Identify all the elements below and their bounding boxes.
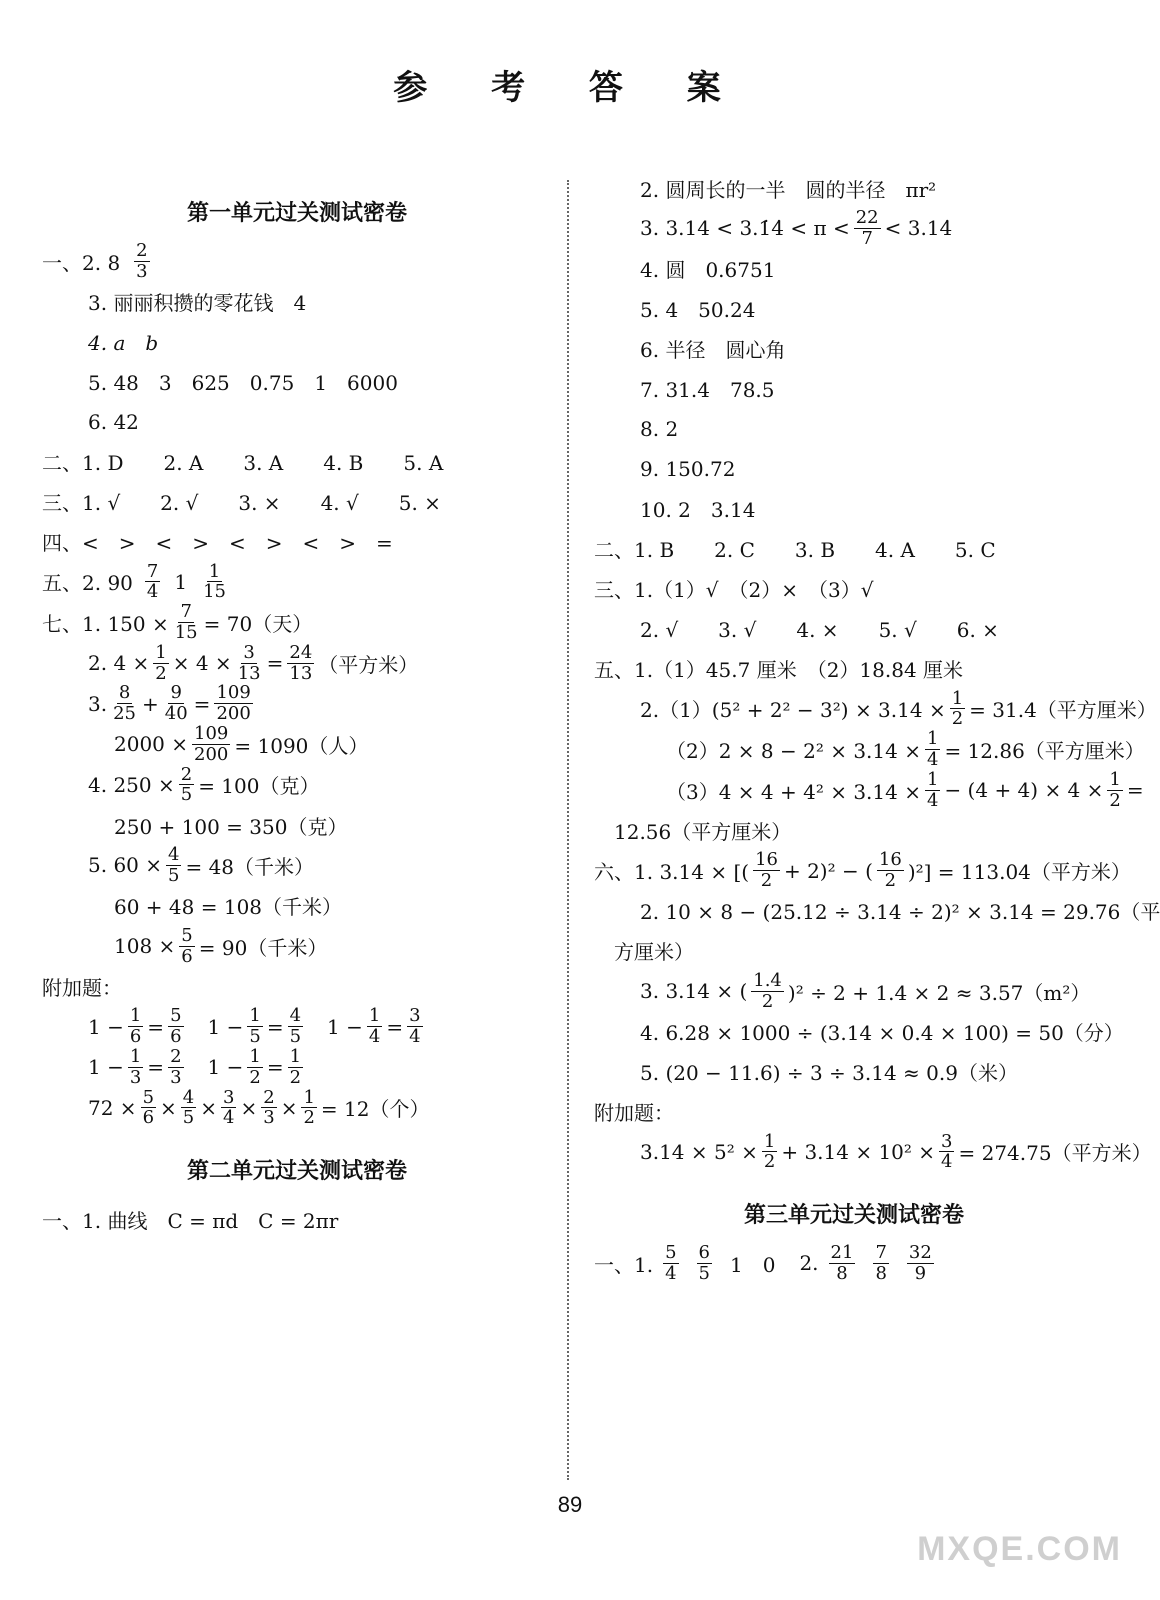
answer-text: 1 − <box>88 1014 124 1039</box>
answer-text: 4. a b <box>88 331 159 356</box>
answer-text: + 2)² − ( <box>783 858 873 883</box>
fraction: $\frac{24}{13}$ <box>289 641 313 684</box>
answer-text: × <box>280 1095 298 1120</box>
answer-text: （2）2 × 8 − 2² × 3.14 × <box>666 738 921 763</box>
answer-line <box>594 449 1114 489</box>
answer-text: 五、1.（1）45.7 厘米 （2）18.84 厘米 <box>594 658 964 683</box>
answer-line <box>594 649 1114 689</box>
fraction: $\frac{1}{2}$ <box>155 641 167 684</box>
extra-label: 附加题： <box>42 975 122 1000</box>
answer-text: = 1090（人） <box>234 733 369 758</box>
answer-line <box>594 931 1114 971</box>
answer-line <box>42 442 552 482</box>
answer-text: 七、1. 150 × <box>42 611 169 636</box>
fraction: $\frac{6}{5}$ <box>698 1242 710 1284</box>
fraction: $\frac{109}{200}$ <box>194 722 229 765</box>
answer-text: = <box>147 1055 165 1080</box>
answer-text: 6. 42 <box>88 409 139 434</box>
answer-text: 4. 6.28 × 1000 ÷ (3.14 × 0.4 × 100) = 50（分） <box>640 1021 1124 1046</box>
answer-line <box>42 1088 552 1129</box>
fraction: $\frac{1}{3}$ <box>129 1045 142 1088</box>
answer-line <box>42 402 552 442</box>
answer-line <box>42 765 552 806</box>
fraction: $\frac{8}{25}$ <box>113 682 136 725</box>
answer-line <box>594 249 1114 289</box>
answer-text: 一、1. <box>594 1252 654 1277</box>
answer-line <box>42 522 552 562</box>
answer-text: 六、1. 3.14 × [( <box>594 860 750 885</box>
fraction: $\frac{3}{4}$ <box>223 1086 235 1129</box>
answer-text: 9. 150.72 <box>640 456 736 481</box>
answer-text: 5. 4 50.24 <box>640 298 756 323</box>
answer-text: 1 − <box>207 1014 244 1039</box>
answer-text: 3. 3.14 × ( <box>640 979 748 1004</box>
answer-text: 72 × <box>88 1095 137 1120</box>
answer-line <box>42 322 552 362</box>
answer-text: 10. 2 3.14 <box>640 498 756 523</box>
answer-text: 5. (20 − 11.6) ÷ 3 ÷ 3.14 ≈ 0.9（米） <box>640 1061 1018 1086</box>
answer-text: 4. 圆 0.6751 <box>640 258 776 283</box>
answer-line <box>42 282 552 322</box>
fraction: $\frac{5}{6}$ <box>170 1005 182 1048</box>
answer-text: 1 0 <box>730 1252 776 1277</box>
answer-text: 3. 3.14 < 3.1̇4̇ < π < <box>640 216 850 241</box>
fraction: $\frac{1}{5}$ <box>249 1005 261 1048</box>
answer-line <box>594 208 1114 249</box>
fraction: $\frac{1}{2}$ <box>951 687 964 730</box>
answer-text: 二、1. D 2. A 3. A 4. B 5. A <box>42 451 444 476</box>
answer-text: 一、1. 曲线 C = πd C = 2πr <box>42 1208 339 1233</box>
answer-text: 2. 10 × 8 − (25.12 ÷ 3.14 ÷ 2)² × 3.14 = 29.76（平 <box>640 900 1160 925</box>
answer-text: = 12（个） <box>320 1097 430 1122</box>
fraction: $\frac{22}{7}$ <box>855 207 879 249</box>
answer-text: 2. √ 3. √ 4. × 5. √ 6. × <box>640 618 999 643</box>
answer-line <box>42 562 552 603</box>
unit1-heading: 第一单元过关测试密卷 <box>186 200 407 226</box>
answer-text: 1 − <box>327 1014 363 1039</box>
fraction: $\frac{4}{5}$ <box>289 1005 302 1048</box>
answer-line <box>42 1006 552 1047</box>
answer-line <box>42 966 552 1006</box>
fraction: $\frac{1}{4}$ <box>926 728 939 770</box>
fraction: $\frac{1}{6}$ <box>129 1005 142 1048</box>
fraction: $\frac{16}{2}$ <box>755 849 778 892</box>
answer-line <box>42 805 552 845</box>
answer-text: 250 + 100 = 350（克） <box>114 814 348 839</box>
fraction: $\frac{9}{40}$ <box>164 682 188 725</box>
fraction: $\frac{4}{5}$ <box>168 844 180 886</box>
fraction: $\frac{109}{200}$ <box>216 682 251 725</box>
answer-line <box>594 409 1114 449</box>
fraction: $\frac{2}{3}$ <box>263 1086 275 1129</box>
answer-text: = 274.75（平方米） <box>958 1141 1152 1166</box>
answer-line <box>594 289 1114 329</box>
right-column <box>594 168 1160 1284</box>
answer-line <box>42 683 552 724</box>
fraction: $\frac{5}{6}$ <box>142 1086 155 1129</box>
answer-line <box>42 482 552 522</box>
answer-text: + 3.14 × 10² × <box>781 1139 936 1164</box>
answer-line <box>594 569 1114 609</box>
answer-text: （平方米） <box>318 652 419 677</box>
answer-line <box>594 768 1144 811</box>
fraction: $\frac{1}{15}$ <box>203 560 226 603</box>
answer-text: 1 − <box>88 1055 124 1080</box>
answer-line <box>594 810 1114 850</box>
answer-text: = 90（千米） <box>198 935 328 960</box>
answer-text: 1 <box>174 569 188 594</box>
answer-line <box>594 1130 1152 1173</box>
answer-text: 60 + 48 = 108（千米） <box>114 895 343 920</box>
answer-text: 1 − <box>207 1055 244 1080</box>
answer-line <box>42 362 552 402</box>
answer-text: = <box>386 1014 404 1039</box>
answer-text: = 70（天） <box>203 611 313 636</box>
answer-text: = 100（克） <box>198 774 320 799</box>
answer-line <box>594 849 1131 892</box>
fraction: $\frac{21}{8}$ <box>830 1242 854 1284</box>
answer-line <box>594 728 1145 770</box>
answer-line <box>42 602 552 643</box>
answer-line <box>594 891 1160 931</box>
fraction: $\frac{3}{13}$ <box>237 641 261 684</box>
answer-line <box>594 489 1114 529</box>
answer-line <box>42 845 552 886</box>
fraction: $\frac{5}{4}$ <box>665 1242 677 1284</box>
fraction: $\frac{1}{4}$ <box>368 1005 381 1048</box>
fraction: $\frac{3}{4}$ <box>409 1005 421 1048</box>
answer-line <box>42 886 552 926</box>
answer-text: 2000 × <box>114 732 189 757</box>
fraction: $\frac{7}{8}$ <box>875 1242 887 1284</box>
fraction: $\frac{7}{4}$ <box>146 560 159 603</box>
answer-line <box>594 687 1157 730</box>
answer-text: 108 × <box>114 934 176 959</box>
answer-text: = <box>266 651 284 676</box>
fraction: $\frac{32}{9}$ <box>908 1242 932 1284</box>
answer-line <box>42 926 552 967</box>
column-divider <box>567 180 569 1480</box>
fraction: $\frac{1}{2}$ <box>763 1130 776 1173</box>
answer-line <box>594 329 1114 369</box>
fraction: $\frac{2}{3}$ <box>136 240 148 282</box>
answer-text: = 31.4（平方厘米） <box>969 698 1157 723</box>
answer-text: 3. <box>88 691 108 716</box>
page-number: 89 <box>557 1492 583 1517</box>
answer-text: 5. 60 × <box>88 853 163 878</box>
answer-line <box>594 1092 1114 1132</box>
fraction: $\frac{1}{2}$ <box>303 1086 315 1129</box>
answer-text: × <box>160 1095 177 1120</box>
fraction: $\frac{1}{2}$ <box>289 1045 302 1088</box>
answer-text: 4. 250 × <box>88 772 175 797</box>
answer-text: = 12.86（平方厘米） <box>944 738 1145 763</box>
answer-text: 四、< > < > < > < > = <box>42 531 393 556</box>
answer-text: 3. 丽丽积攒的零花钱 4 <box>88 291 307 316</box>
answer-text: 6. 半径 圆心角 <box>640 338 786 363</box>
watermark-logo: MXQE.COM <box>917 1530 1122 1568</box>
answer-line <box>42 724 552 765</box>
answer-text: 一、2. 8 <box>42 250 121 275</box>
answer-line <box>594 609 1114 649</box>
fraction: $\frac{7}{15}$ <box>174 601 198 643</box>
answer-text: 3.14 × 5² × <box>640 1139 758 1164</box>
answer-text: 7. 31.4 78.5 <box>640 378 775 403</box>
left-column <box>42 190 552 1239</box>
answer-text: = <box>1126 778 1144 803</box>
answer-line <box>594 369 1114 409</box>
answer-text: 2. 圆周长的一半 圆的半径 πr² <box>640 177 937 202</box>
answer-text: 2. <box>799 1251 819 1276</box>
answer-text: 2. 4 × <box>88 651 150 676</box>
fraction: $\frac{1}{4}$ <box>926 768 939 811</box>
answer-text: = <box>193 691 211 716</box>
answer-line <box>594 971 1114 1012</box>
answer-text: 三、1.（1）√ （2）× （3）√ <box>594 578 874 603</box>
answer-line <box>42 643 552 684</box>
answer-text: 方厘米） <box>614 940 694 965</box>
answer-line <box>594 1243 1114 1284</box>
fraction: $\frac{2}{5}$ <box>180 763 193 806</box>
answer-text: × <box>240 1095 258 1120</box>
answer-text: = <box>266 1055 284 1080</box>
answer-text: 五、2. 90 <box>42 571 133 596</box>
answer-text: 12.56（平方厘米） <box>614 819 792 844</box>
extra-label: 附加题： <box>594 1101 674 1126</box>
answer-text: 8. 2 <box>640 416 679 441</box>
fraction: $\frac{1.4}{2}$ <box>753 969 782 1012</box>
answer-text: （3）4 × 4 + 4² × 3.14 × <box>666 779 921 804</box>
answer-line <box>42 1199 552 1239</box>
answer-text: 二、1. B 2. C 3. B 4. A 5. C <box>594 538 996 563</box>
fraction: $\frac{1}{2}$ <box>249 1045 261 1088</box>
answer-text: = <box>147 1014 165 1039</box>
answer-line <box>594 168 1114 208</box>
answer-text: + <box>142 691 159 716</box>
answer-text: )² ÷ 2 + 1.4 × 2 ≈ 3.57（m²） <box>787 980 1091 1005</box>
fraction: $\frac{3}{4}$ <box>941 1130 953 1173</box>
answer-line <box>42 1047 552 1088</box>
answer-line <box>594 529 1114 569</box>
answer-text: 三、1. √ 2. √ 3. × 4. √ 5. × <box>42 491 441 516</box>
answer-line <box>594 1012 1124 1052</box>
unit2-heading: 第二单元过关测试密卷 <box>186 1158 407 1185</box>
answer-text: − (4 + 4) × 4 × <box>944 778 1104 803</box>
unit3-heading: 第三单元过关测试密卷 <box>743 1202 964 1229</box>
answer-text: × 4 × <box>172 651 232 676</box>
fraction: $\frac{5}{6}$ <box>181 924 193 967</box>
answer-text: )²] = 113.04（平方米） <box>907 860 1131 885</box>
fraction: $\frac{16}{2}$ <box>878 849 902 892</box>
answer-text: 5. 48 3 625 0.75 1 6000 <box>88 371 398 396</box>
fraction: $\frac{2}{3}$ <box>170 1045 182 1088</box>
answer-text: × <box>200 1095 218 1120</box>
answer-text: < 3.14̇ <box>884 216 953 241</box>
fraction: $\frac{1}{2}$ <box>1109 768 1121 811</box>
answer-text: = <box>266 1014 284 1039</box>
fraction: $\frac{4}{5}$ <box>182 1086 195 1129</box>
answer-text: = 48（千米） <box>185 854 315 879</box>
answer-line <box>594 1052 1114 1092</box>
page-title: 参 考 答 案 <box>393 68 747 108</box>
answer-line <box>42 241 552 282</box>
answer-text: 2.（1）(5² + 2² − 3²) × 3.14 × <box>640 698 946 723</box>
